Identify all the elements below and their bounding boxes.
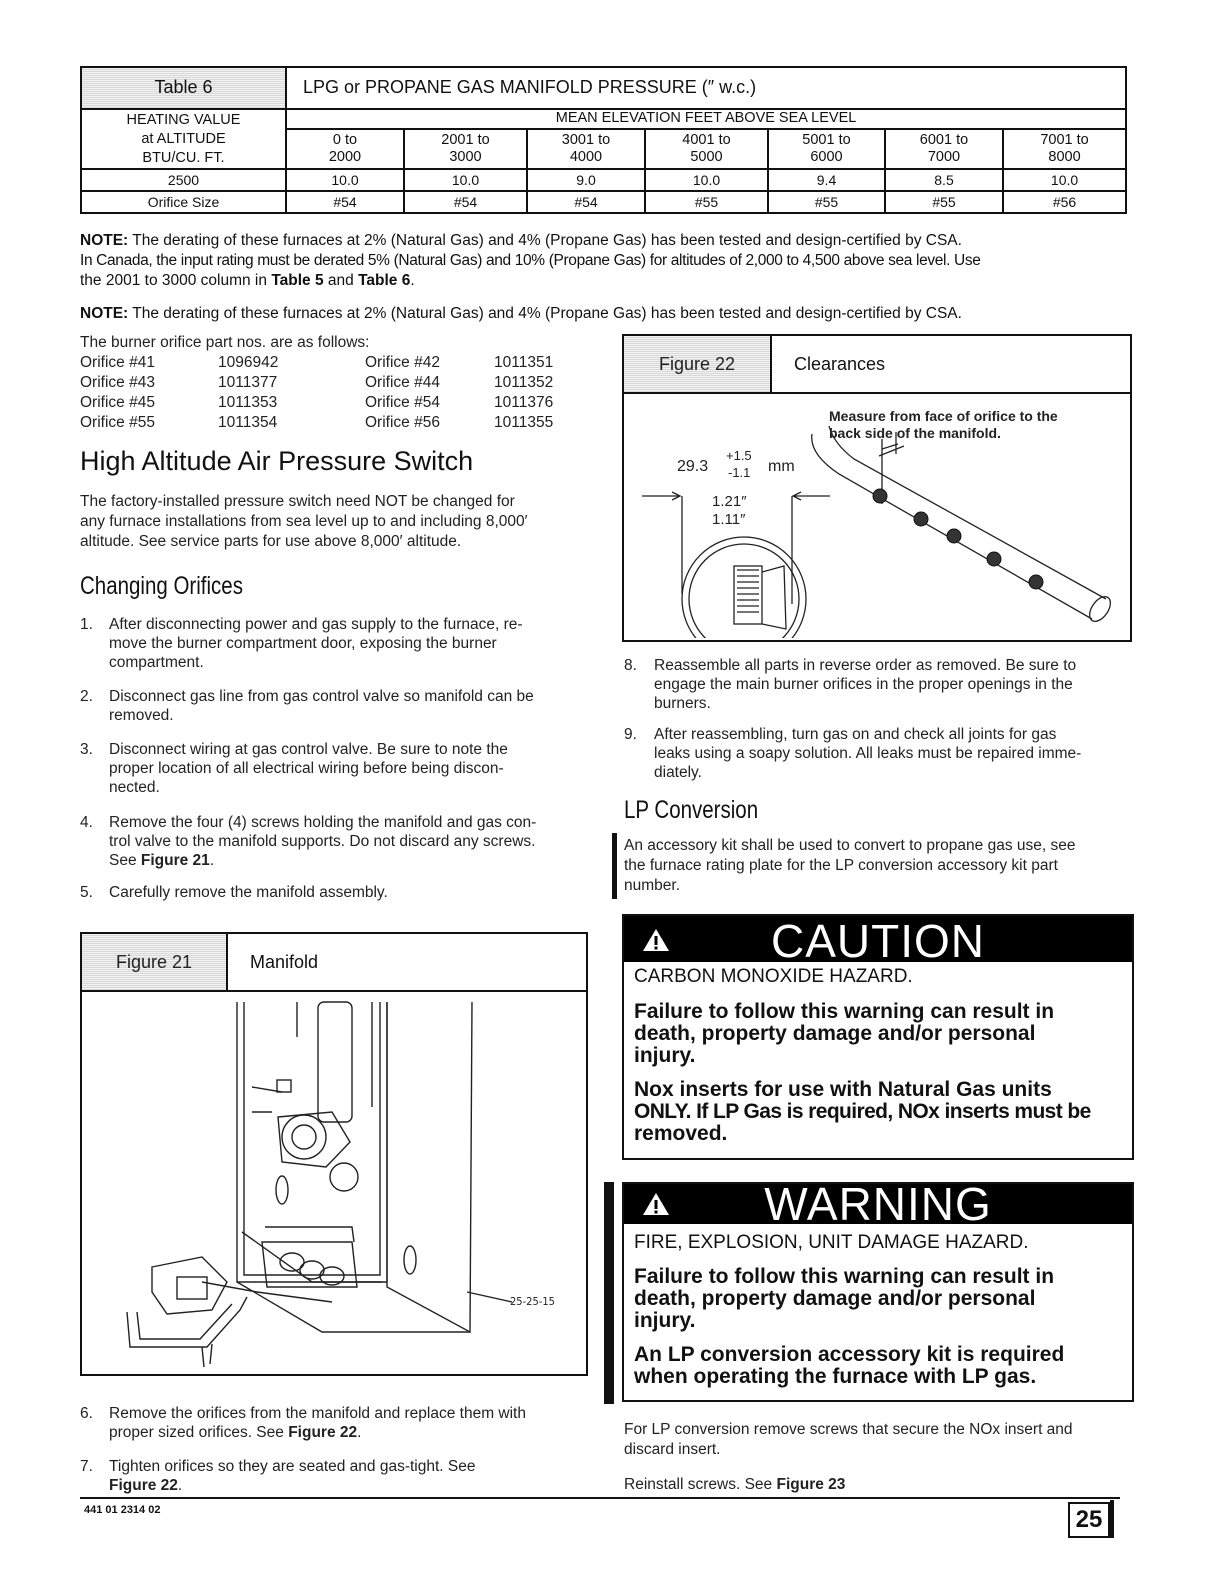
caution-text-1: Failure to follow this warning can result in death, property damage and/or personal injury. [634,1000,1055,1067]
warning-word: WARNING [764,1178,992,1230]
table-title: LPG or PROPANE GAS MANIFOLD PRESSURE (″ w.c.) [286,67,1126,109]
warning-text-1: Failure to follow this warning can result in death, property damage and/or personal injury. [634,1265,1055,1332]
figure-21-code: 25-25-15 [510,1295,555,1308]
warning-text-2: An LP conversion accessory kit is required when operating the furnace with LP gas. [634,1343,1065,1388]
high-altitude-heading: High Altitude Air Pressure Switch [80,446,474,476]
figure-21-title: Manifold [250,951,319,972]
table-row: Orifice Size #54 #54 #54 #55 #55 #55 #56 [81,191,1126,213]
svg-text:1.21″: 1.21″ [712,493,747,510]
col-header: 7001 to 8000 [1003,129,1126,169]
figure-23-link[interactable]: Figure 23 [776,1476,846,1493]
heating-value-header: HEATING VALUE at ALTITUDE BTU/CU. FT. [81,109,286,169]
list-item: 5. Carefully remove the manifold assembly. [80,884,388,901]
caution-box [622,914,1134,1160]
change-bar [612,833,617,899]
caution-hazard: CARBON MONOXIDE HAZARD. [634,966,913,987]
list-item: 1. After disconnecting power and gas supply to the furnace, re- move the burner compartment door, exposing the burner compartment. [80,616,523,671]
list-item: 2. Disconnect gas line from gas control valve so manifold can be removed. [80,688,534,724]
elevation-header: MEAN ELEVATION FEET ABOVE SEA LEVEL [286,109,1126,129]
changing-orifices-heading: Changing Orifices [80,572,243,600]
lp-conversion-instructions: For LP conversion remove screws that secure the NOx insert and discard insert. [624,1421,1073,1458]
doc-number: 441 01 2314 02 [84,1504,161,1516]
col-header: 0 to 2000 [286,129,404,169]
col-header: 5001 to 6000 [768,129,885,169]
figure-21-tag: Figure 21 [82,934,228,990]
figure-22-tag: Figure 22 [624,336,772,392]
list-item: 9. After reassembling, turn gas on and check all joints for gas leaks using a soapy solution. All leaks must be repaired imme- diately. [624,726,1082,781]
figure-22-title: Clearances [794,353,886,374]
svg-text:1.11″: 1.11″ [712,511,746,528]
note-1: NOTE: The derating of these furnaces at 2% (Natural Gas) and 4% (Propane Gas) has been tested and design-certified by CSA. In Canada, the input rating must be derated 5% (Natural Gas) and 10% (Propane Gas) for altitudes of 2,000 to 4,500 above sea level. Use the 2001 to 3000 column in Table 5 and Table 6. [80,232,981,289]
table-6 [80,66,1127,214]
list-item: 8. Reassemble all parts in reverse order as removed. Be sure to engage the main burner orifices in the proper openings in the burners. [624,657,1077,712]
figure-21-link[interactable]: Figure 21 [140,852,210,869]
clearances-illustration [624,394,1130,638]
orifice-intro: The burner orifice part nos. are as follows: [80,334,370,351]
page-number: 25 [1068,1502,1110,1538]
figure-21 [80,932,588,1376]
caution-text-2: Nox inserts for use with Natural Gas units ONLY. If LP Gas is required, NOx inserts must be removed. [634,1078,1091,1145]
svg-text:+1.5: +1.5 [726,448,752,463]
svg-text:back side of the manifold.: back side of the manifold. [829,425,1001,441]
col-header: 6001 to 7000 [885,129,1003,169]
svg-text:-1.1: -1.1 [728,465,751,480]
col-header: 4001 to 5000 [645,129,768,169]
figure-22-link[interactable]: Figure 22 [109,1477,178,1494]
caution-word: CAUTION [771,915,985,967]
warning-box [622,1178,1134,1402]
col-header: 2001 to 3000 [404,129,527,169]
reinstall-text: Reinstall screws. See Figure 23 [624,1476,846,1493]
note-2: NOTE: The derating of these furnaces at 2% (Natural Gas) and 4% (Propane Gas) has been tested and design-certified by CSA. [80,305,962,322]
figure-22 [622,334,1132,642]
change-bar [604,1182,614,1404]
col-header: 3001 to 4000 [527,129,645,169]
figure-22-link[interactable]: Figure 22 [288,1424,358,1441]
manifold-illustration [82,992,586,1372]
lp-conversion-heading: LP Conversion [624,796,759,824]
list-item: 3. Disconnect wiring at gas control valve. Be sure to note the proper location of all electrical wiring before being discon- nected. [80,741,508,796]
svg-text:29.3: 29.3 [677,458,709,475]
lp-conversion-text: An accessory kit shall be used to convert to propane gas use, see the furnace rating plate for the LP conversion accessory kit part number. [624,837,1076,894]
warning-hazard: FIRE, EXPLOSION, UNIT DAMAGE HAZARD. [634,1232,1029,1253]
table-row: 2500 10.0 10.0 9.0 10.0 9.4 8.5 10.0 [81,169,1126,191]
list-item: 6. Remove the orifices from the manifold and replace them with proper sized orifices. See Figure 22. [80,1405,526,1441]
table-tag: Table 6 [81,67,286,109]
list-item: 4. Remove the four (4) screws holding the manifold and gas con- trol valve to the manifold supports. Do not discard any screws. See Figure 21. [80,814,537,869]
svg-text:mm: mm [768,458,795,475]
list-item: 7. Tighten orifices so they are seated and gas-tight. See Figure 22. [80,1458,476,1494]
footer-rule [80,1497,1120,1499]
high-altitude-text: The factory-installed pressure switch need NOT be changed for any furnace installations from sea level up to and including 8,000′ altitude. See service parts for use above 8,000′ altitude. [80,493,528,550]
svg-text:Measure from face of orifice t: Measure from face of orifice to the [829,408,1058,424]
